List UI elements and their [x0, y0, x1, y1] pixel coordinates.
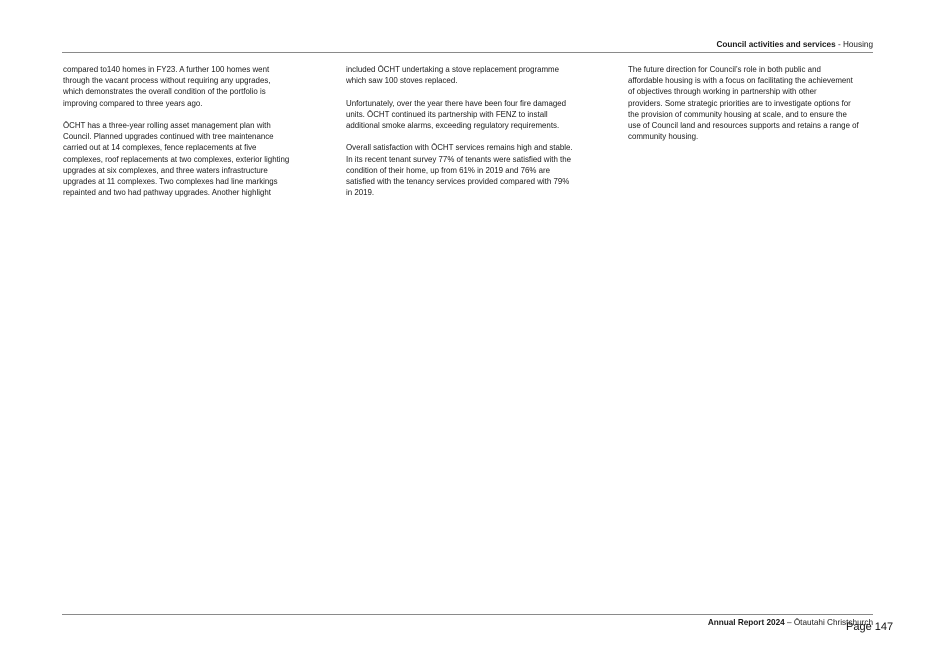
text-line: additional smoke alarms, exceeding regulatory requirements. — [346, 121, 560, 130]
text-line: upgrades at 11 complexes. Two complexes had line markings — [63, 177, 278, 187]
footer-divider — [62, 614, 873, 615]
text-column-2 — [346, 64, 573, 198]
text-line: the provision of community housing at scale, and to ensure the — [628, 109, 847, 119]
body-paragraph — [63, 64, 289, 109]
footer-separator: – — [784, 618, 794, 627]
text-line: improving compared to three years ago. — [63, 98, 203, 108]
text-line: satisfied with the tenancy services provided compared with 79% — [346, 177, 570, 186]
text-line: use of Council land and resources supports and retains a range of — [628, 121, 859, 131]
header-divider — [62, 52, 873, 53]
text-line: The future direction for Council’s role in both public and — [628, 65, 821, 74]
text-line: which demonstrates the overall condition of the portfolio is — [63, 87, 266, 97]
text-line: carried out at 14 complexes, fence replacements at five — [63, 143, 257, 153]
text-line: repainted and two had pathway upgrades. Another highlight — [63, 188, 271, 198]
text-line: upgrades at six complexes, and three waters infrastructure — [63, 165, 268, 175]
header-section-title: Council activities and services — [716, 40, 836, 49]
text-line: included ŌCHT undertaking a stove replacement programme — [346, 65, 560, 74]
body-paragraph — [628, 64, 859, 142]
text-line: Overall satisfaction with ŌCHT services remains high and stable. — [346, 143, 573, 153]
body-paragraph — [63, 120, 289, 198]
text-column-1 — [63, 64, 289, 198]
body-paragraph — [346, 142, 573, 198]
text-column-3 — [628, 64, 859, 142]
text-line: providers. Some strategic priorities are to investigate options for — [628, 98, 851, 108]
text-line: affordable housing is with a focus on facilitating the achievement — [628, 76, 853, 86]
text-line: Council. Planned upgrades continued with tree maintenance — [63, 132, 274, 142]
footer-report-title: Annual Report 2024 — [707, 618, 785, 627]
text-line: units. ŌCHT continued its partnership with FENZ to install — [346, 109, 548, 119]
footer-city: Ōtautahi Christchurch — [793, 618, 873, 627]
running-header — [62, 39, 873, 51]
header-subsection-title: Housing — [842, 40, 873, 49]
text-line: through the vacant process without requiring any upgrades, — [63, 76, 271, 86]
page-number: Page 147 — [846, 621, 894, 633]
body-paragraph — [346, 98, 573, 132]
running-footer — [62, 617, 873, 629]
text-line: condition of their home, up from 61% in 2019 and 76% are — [346, 165, 550, 175]
text-line: which saw 100 stoves replaced. — [346, 76, 458, 86]
text-line: in 2019. — [346, 188, 375, 198]
text-line: compared to140 homes in FY23. A further 100 homes went — [63, 65, 270, 74]
text-line: complexes, roof replacements at two complexes, exterior lighting — [63, 154, 290, 164]
text-line: of objectives through working in partnership with other — [628, 87, 817, 97]
text-line: ŌCHT has a three-year rolling asset management plan with — [63, 121, 271, 130]
text-line: In its recent tenant survey 77% of tenants were satisfied with the — [346, 154, 572, 164]
body-paragraph — [346, 64, 573, 86]
header-separator: - — [835, 40, 843, 49]
text-line: Unfortunately, over the year there have been four fire damaged — [346, 98, 567, 108]
text-line: community housing. — [628, 132, 699, 142]
